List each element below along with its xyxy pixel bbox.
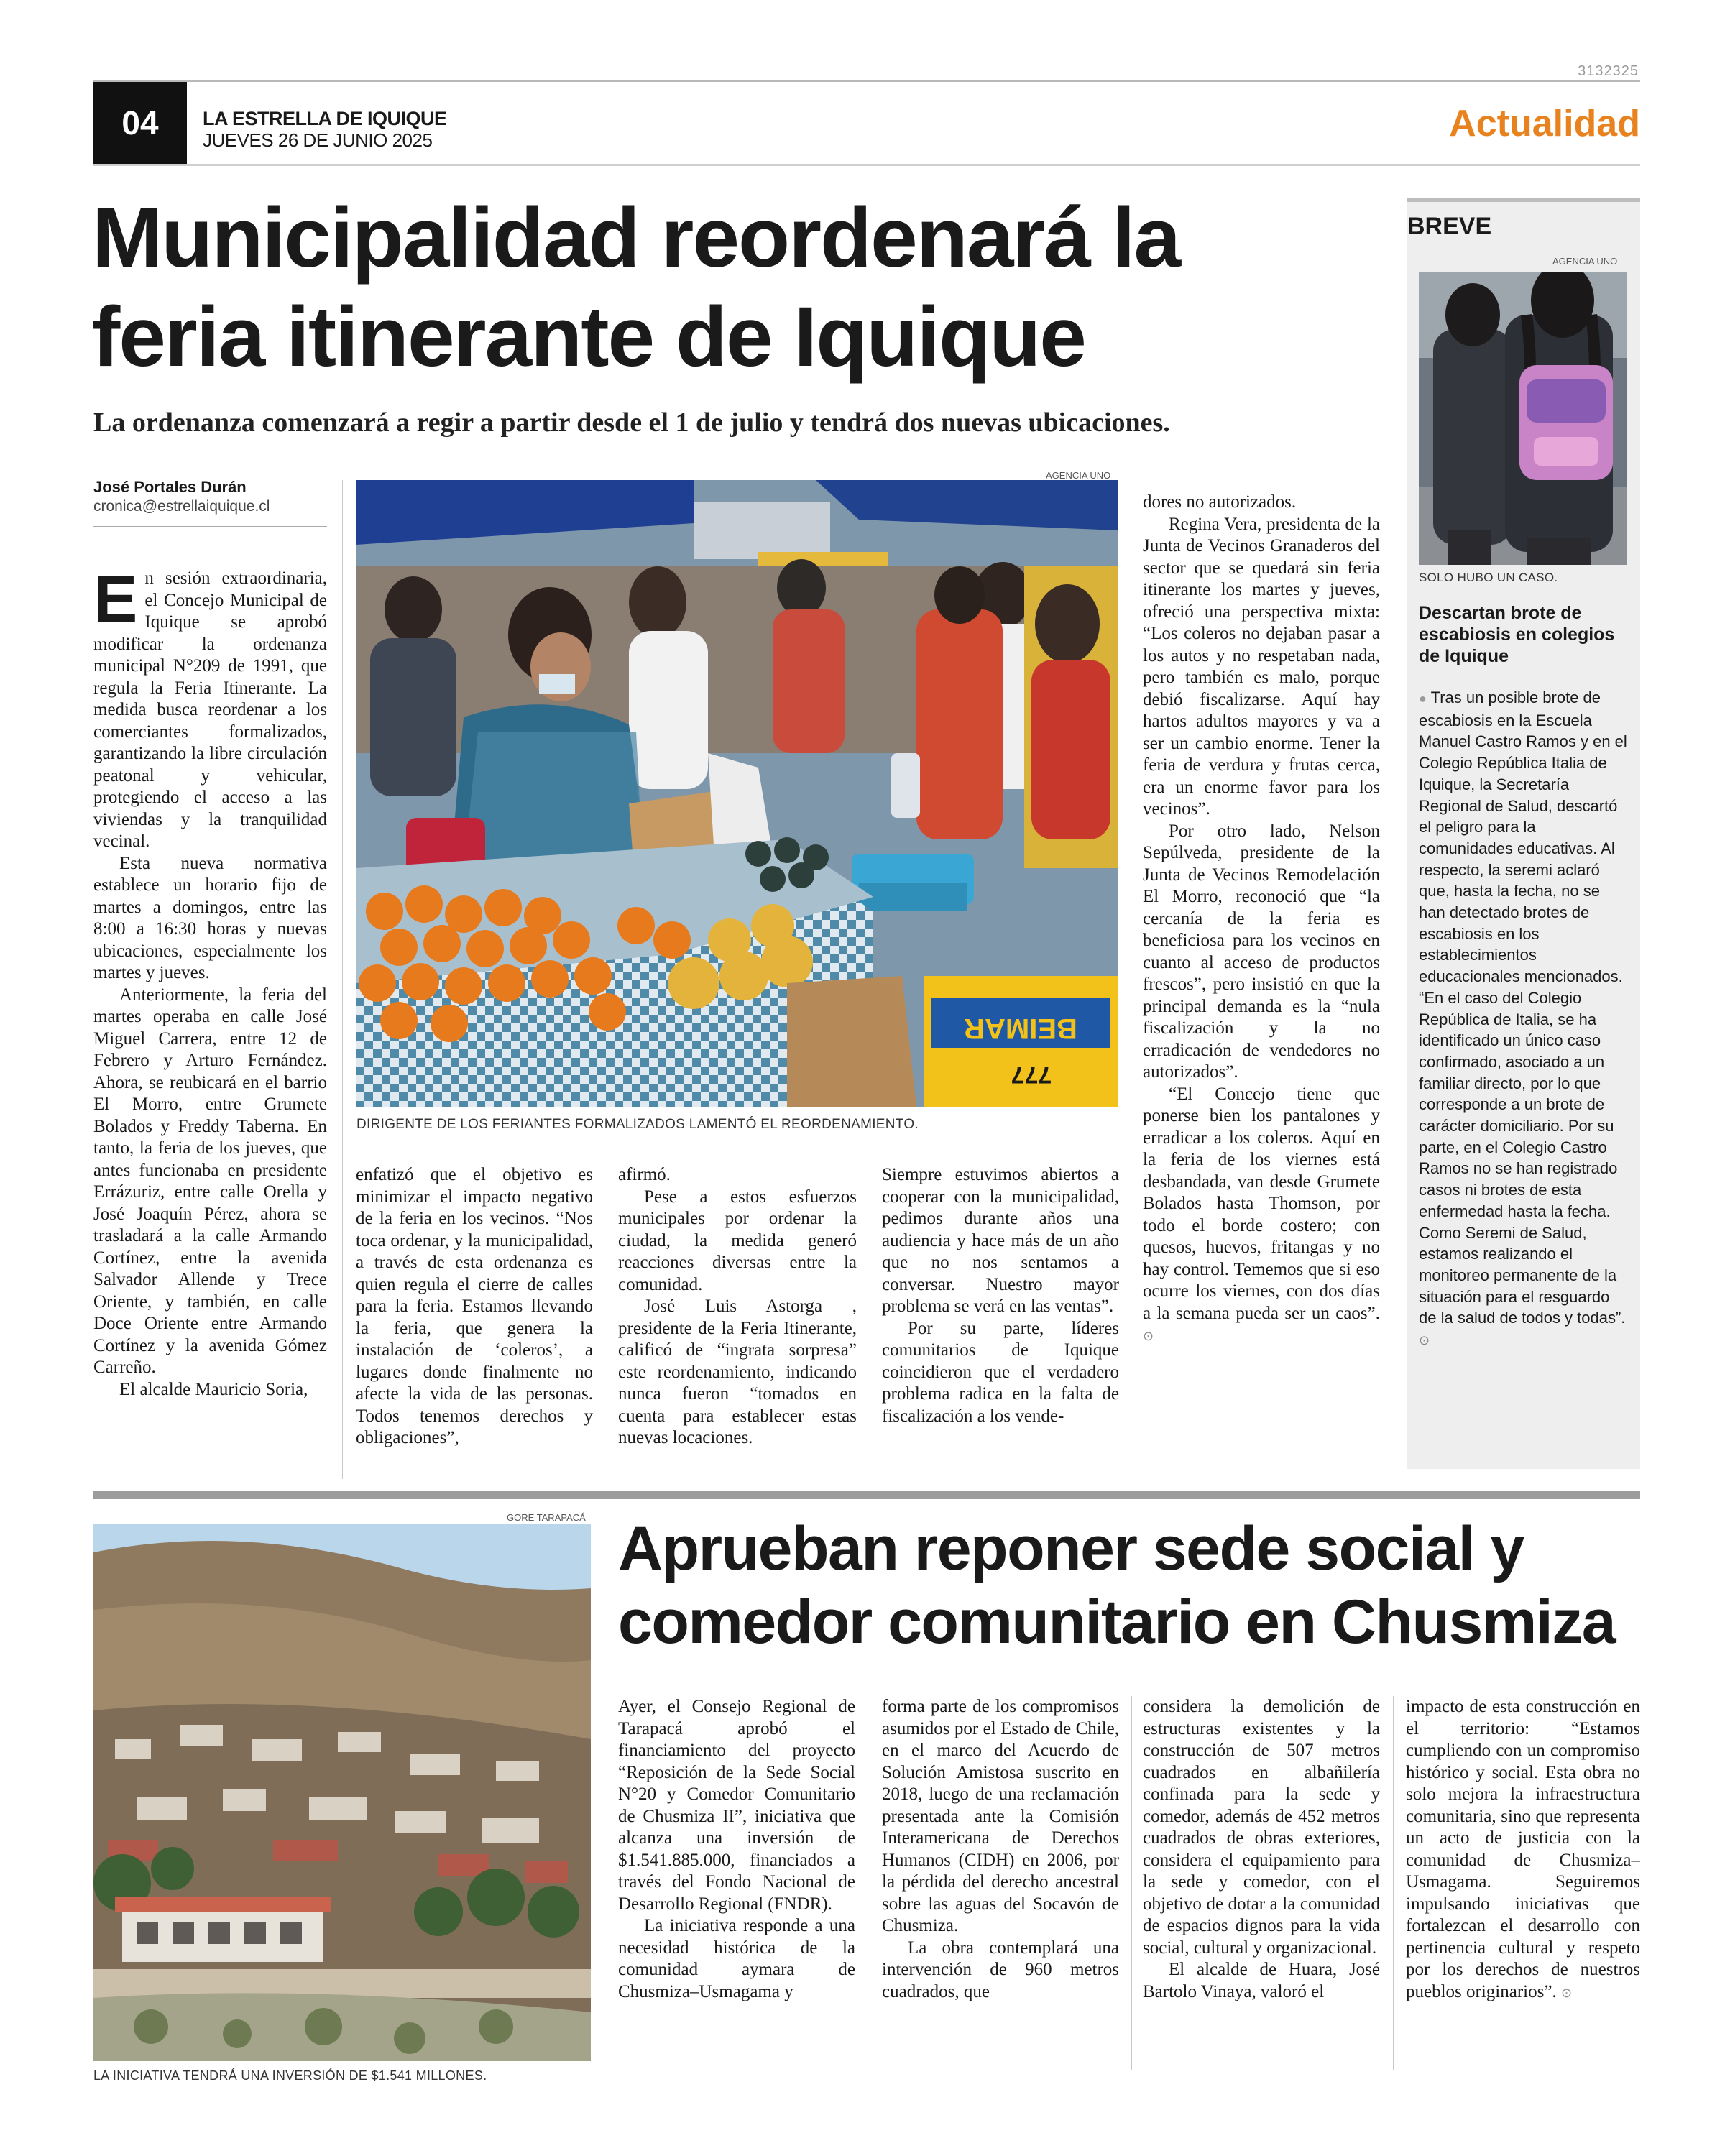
paragraph: Regina Vera, presidenta de la Junta de Vecinos Granaderos del sector que se quedará sin feria itinerante los martes y jueves, ofreció una perspectiva mixta: “Los coleros no dejaban pasar a los autos y no respetaban nada, pero también es malo, porque debió fiscalizarse. Aquí hay hartos adultos mayores y va a ser un cambio enorme. Tener la feria de verdura y frutas cerca, era un enorme favor para los vecinos”. — [1143, 514, 1380, 819]
main-column-3 — [618, 1164, 857, 1486]
main-column-5 — [1143, 492, 1380, 1488]
paragraph: La obra contemplará una intervención de 960 metros cuadrados, que — [882, 1938, 1119, 2001]
bullet-icon: ● — [1419, 691, 1427, 706]
paragraph: La iniciativa responde a una necesidad histórica de la comunidad aymara de Chusmiza–Usmagama y — [618, 1916, 855, 2001]
page-number: 04 — [93, 82, 187, 164]
market-photo — [356, 480, 1118, 1107]
drop-cap: E — [93, 568, 138, 636]
paragraph — [1143, 1084, 1380, 1348]
main-photo-credit: AGENCIA UNO — [1046, 470, 1111, 481]
main-column-1 — [93, 568, 327, 1489]
sidebar-text — [1419, 687, 1627, 1352]
sidebar-top-rule — [1407, 198, 1640, 202]
author-name: José Portales Durán — [93, 478, 247, 496]
paragraph: considera la demolición de estructuras existentes y la construcción de 507 metros cuadrados en albañilería confinada para la sede y comedor, además de 452 metros cuadrados de obras exteriores, considera el equipamiento para la sede y comedor, con el objetivo de dotar a la comunidad de espacios dignos para la vida social, cultural y organizacional. — [1143, 1697, 1380, 1958]
paragraph: afirmó. — [618, 1165, 671, 1184]
second-column-2 — [882, 1696, 1119, 2070]
newspaper-name: LA ESTRELLA DE IQUIQUE — [203, 108, 447, 129]
end-mark-icon: ⊙ — [1560, 1985, 1573, 2000]
sidebar-photo-caption: SOLO HUBO UN CASO. — [1419, 571, 1558, 584]
paragraph: Ayer, el Consejo Regional de Tarapacá aprobó el financiamiento del proyecto “Reposición de la Sede Social N°20 y Comedor Comunitario de Chusmiza II”, iniciativa que alcanza una inversión de $1.541.885.000, financiados a través del Fondo Nacional de Desarrollo Regional (FNDR). — [618, 1697, 855, 1914]
section-label: Actualidad — [1449, 103, 1640, 144]
second-column-3 — [1143, 1696, 1380, 2070]
paragraph: enfatizó que el objetivo es minimizar el impacto negativo de la feria en los vecinos. “Nos toca ordenar, y la municipalidad, a través de esta ordenanza es quien regula el cierre de calles para la feria. Estamos llevando la feria, que genera la instalación de ‘coleros’, a lugares donde finalmente no afecte la vida de las personas. Todos tenemos derechos y obligaciones”, — [356, 1165, 593, 1447]
second-column-1 — [618, 1696, 855, 2070]
byline-rule — [93, 526, 327, 527]
paragraph: forma parte de los compromisos asumidos por el Estado de Chile, en el marco del Acuerdo de Solución Amistosa suscrito en 2018, luego de una reclamación presentada ante la Comisión Interamericana de Derechos Humanos (CIDH) en 2006, por la pérdida del derecho ancestral sobre las aguas del Socavón de Chusmiza. — [882, 1697, 1119, 1935]
paragraph-text: impacto de esta construcción en el territorio: “Estamos cumpliendo con un compromiso histórico y social. Esta obra no solo mejora la infraestructura comunitaria, sino que representa un acto de justicia con la comunidad de Chusmiza–Usmagama. Seguiremos impulsando iniciativas que fortalezcan el desarrollo con pertinencia cultural y respeto por los derechos de nuestros pueblos originarios”. — [1406, 1697, 1640, 2001]
sidebar-title: Descartan brote de escabiosis en colegios de Iquique — [1419, 603, 1615, 666]
sidebar-photo-credit: AGENCIA UNO — [1552, 256, 1618, 267]
issue-date: JUEVES 26 DE JUNIO 2025 — [203, 129, 433, 151]
author-email: cronica@estrellaiquique.cl — [93, 498, 270, 515]
story-separator — [93, 1491, 1640, 1499]
box-code-text: 777 — [1011, 1061, 1052, 1088]
column-rule — [1131, 1696, 1132, 2070]
paragraph: Por otro lado, Nelson Sepúlveda, presidente de la Junta de Vecinos Remodelación El Morro, reconoció que “la cercanía de la feria es beneficiosa para los vecinos en cuanto al acceso de productos frescos”, pero insistió en que la principal demanda es la “nula fiscalización y la no erradicación de vendedores no autorizados”. — [1143, 821, 1380, 1082]
breve-label: BREVE — [1407, 213, 1492, 240]
paragraph: dores no autorizados. — [1143, 492, 1297, 512]
paragraph: n sesión extraordinaria, el Concejo Municipal de Iquique se aprobó modificar la ordenanza municipal N°209 de 1991, que regula la Feria Itinerante. La medida busca reordenar a los comerciantes formalizados, garantizando la libre circulación peatonal y vehicular, protegiendo el acceso a las viviendas y la tranquilidad vecinal. — [93, 568, 327, 851]
paragraph: Siempre estuvimos abiertos a cooperar con la municipalidad, pedimos durante años una audiencia y hace más de un año que no nos sentamos a conversar. Nuestro mayor problema se verá en las ventas”. — [882, 1165, 1119, 1316]
paragraph-text: “El Concejo tiene que ponerse bien los pantalones y erradicar a los coleros. Aquí en la feria de los viernes está desbandada, van desde Grumete Bolados hasta Thomson, por todo el borde costero; con quesos, huevos, fritangas y no hay control. Tememos que si eso ocurre los viernes, con dos días a la semana pueda ser un caos”. — [1143, 1084, 1380, 1323]
paragraph: Por su parte, líderes comunitarios de Iquique coincidieron que el verdadero problema radica en la falta de fiscalización a los vende- — [882, 1318, 1119, 1426]
paragraph: El alcalde Mauricio Soria, — [119, 1379, 308, 1399]
paragraph: Pese a estos esfuerzos municipales por ordenar la ciudad, la medida generó reacciones diversas entre la comunidad. — [618, 1187, 857, 1294]
paragraph: José Luis Astorga , presidente de la Feria Itinerante, calificó de “ingrata sorpresa” este reordenamiento, indicando nunca fueron “tomados en cuenta para establecer estas nuevas locaciones. — [618, 1296, 857, 1447]
column-rule — [1393, 1696, 1394, 2070]
paragraph: Esta nueva normativa establece un horario fijo de martes a domingos, entre las 8:00 a 16:30 horas y nuevas ubicaciones, especialmente los martes y jueves. — [93, 853, 327, 982]
header-bottom-rule — [93, 164, 1640, 166]
market-photo-illustration — [356, 480, 1118, 1107]
main-headline: Municipalidad reordenará la feria itinerante de Iquique — [92, 190, 1180, 384]
main-column-4 — [882, 1164, 1119, 1486]
end-mark-icon: ⊙ — [1143, 1329, 1154, 1343]
paragraph: El alcalde de Huara, José Bartolo Vinaya, valoró el — [1143, 1960, 1380, 2001]
children-photo — [1419, 272, 1627, 565]
children-photo-illustration — [1419, 272, 1627, 565]
main-deck: La ordenanza comenzará a regir a partir desde el 1 de julio y tendrá dos nuevas ubicaciones. — [93, 407, 1170, 438]
paragraph: Anteriormente, la feria del martes operaba en calle José Miguel Carrera, entre 12 de Febrero y Arturo Fernández. Ahora, se reubicará en el barrio El Morro, entre Grumete Bolados y Freddy Taberna. En tanto, la feria de los jueves, que antes funcionaba en presidente Errázuriz, entre calle Orella y José Joaquín Pérez, ahora se trasladará a la calle Armando Cortínez, entre la avenida Salvador Allende y Trece Oriente, y también, en calle Doce Oriente entre Armando Cortínez y la avenida Gómez Carreño. — [93, 985, 327, 1377]
chusmiza-photo-illustration — [93, 1524, 591, 2061]
main-column-2 — [356, 1164, 593, 1486]
second-photo-credit: GORE TARAPACÁ — [507, 1512, 586, 1523]
second-column-4 — [1406, 1696, 1640, 2070]
second-headline: Aprueban reponer sede social y comedor comunitario en Chusmiza — [618, 1514, 1616, 1657]
column-rule — [342, 480, 343, 1479]
header-top-rule — [93, 80, 1640, 82]
main-photo-caption: DIRIGENTE DE LOS FERIANTES FORMALIZADOS LAMENTÓ EL REORDENAMIENTO. — [356, 1117, 919, 1132]
reference-code: 3132325 — [1578, 63, 1639, 79]
sidebar-paragraph: Tras un posible brote de escabiosis en la Escuela Manuel Castro Ramos y en el Colegio República Italia de Iquique, la Secretaría Regional de Salud, descartó el peligro para la comunidades educativas. Al respecto, la seremi aclaró que, hasta la fecha, no se han detectado brotes de escabiosis en los establecimientos educacionales mencionados. “En el caso del Colegio República de Italia, se ha identificado un único caso confirmado, asociado a un familiar directo, por lo que corresponde a un brote de carácter domiciliario. Por su parte, en el Colegio Castro Ramos no se han registrado casos ni brotes de esta enfermedad hasta la fecha. Como Seremi de Salud, estamos realizando el monitoreo permanente de la situación para el resguardo de la salud de todos y todas”. — [1419, 688, 1627, 1327]
chusmiza-photo — [93, 1524, 591, 2061]
second-photo-caption: LA INICIATIVA TENDRÁ UNA INVERSIÓN DE $1.541 MILLONES. — [93, 2068, 487, 2083]
box-brand-text: BEIMAR — [964, 1013, 1077, 1044]
end-mark-icon: ⊙ — [1419, 1333, 1430, 1348]
